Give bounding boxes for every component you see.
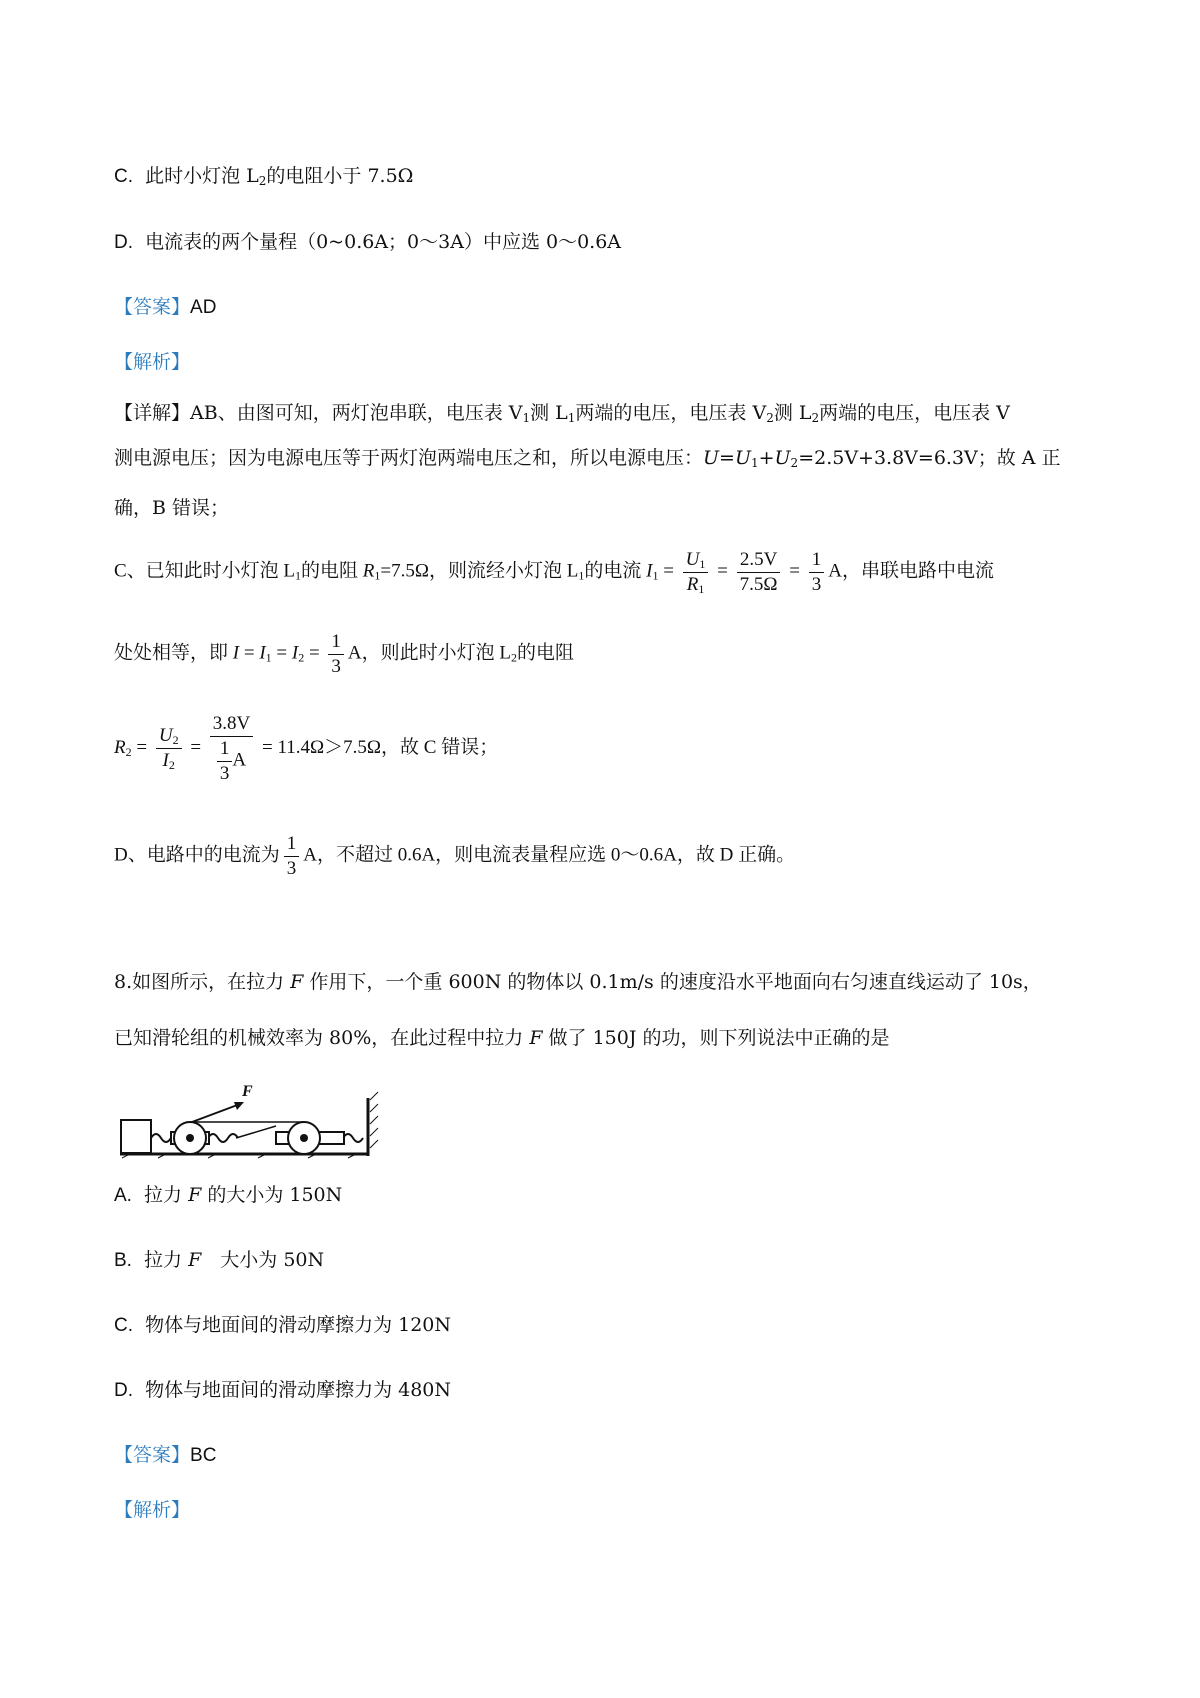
detail-d-line: D、电路中的电流为 $\frac{1}{3}$ A，不超过 0.6A，则电流表量程应选 0～0.6A，故 D 正确。: [114, 833, 796, 879]
fraction-u1-r1: $\frac{U_1}{R_1}$: [683, 548, 709, 597]
detail-line-1: 【详解】AB、由图可知，两灯泡串联，电压表 $V_1$测 $L_1$两端的电压，电压表 $V_2$测 $L_2$两端的电压，电压表 V: [114, 402, 1010, 425]
pulley-system-figure: [118, 1082, 382, 1172]
hook-left: [151, 1134, 171, 1142]
question-8-line-2: 已知滑轮组的机械效率为 80%，在此过程中拉力 F 做了 150J 的功，则下列说法中正确的是: [114, 1027, 890, 1049]
option-d: D. 电流表的两个量程（0~0.6A；0～3A）中应选 0～0.6A: [114, 231, 622, 253]
detail-c-line-3: $R_2$ = $\frac{U_2}{I_2}$ = 3.8V $\frac{1}{3}$ A = 11.4Ω＞7.5Ω，故 C 错误；: [114, 713, 499, 784]
fraction-2-5v-7-5ohm: $\frac{2.5V}{7.5\Omega}$: [737, 548, 781, 597]
option-c: C. 此时小灯泡 $L_2$的电阻小于 7.5Ω: [114, 165, 414, 188]
detail-label: 【详解】: [114, 402, 191, 424]
detail-line-2: 测电源电压；因为电源电压等于两灯泡两端电压之和，所以电源电压：$U=U_1+U_2=2.5V+3.8V=6.3V$；故 A 正: [114, 447, 1061, 470]
detail-c-line-1: C、已知此时小灯泡 $L_1$的电阻 $R_1=7.5\Omega$，则流经小灯泡 $L_1$的电流 $I_1$ = $\frac{U_1}{R_1}$ = $\frac{2.5V}{7.5\Omega}$ = $\frac{1}{3}$ A，串联电路中电流: [114, 549, 994, 596]
answer-label: 【答案】: [114, 1444, 191, 1466]
option-b: B. 拉力 F 大小为 50N: [114, 1249, 325, 1271]
hook-middle: [208, 1134, 238, 1142]
force-label: F: [242, 1083, 253, 1100]
fraction-3-8v-over-third-a: 3.8V $\frac{1}{3}$ A: [210, 712, 253, 785]
object-block: [121, 1120, 151, 1153]
fraction-one-third: $\frac{1}{3}$: [809, 548, 825, 597]
answer-line-q8: [114, 1443, 216, 1469]
fraction-one-third: $\frac{1}{3}$: [284, 832, 300, 881]
analysis-label: 【解析】: [114, 351, 191, 373]
answer-value: AD: [190, 297, 217, 318]
question-8-line-1: 8.如图所示，在拉力 F 作用下，一个重 600N 的物体以 0.1m/s 的速度沿水平地面向右匀速直线运动了 10s，: [114, 971, 1042, 993]
hook-right: [343, 1134, 363, 1142]
force-arrowhead: [234, 1102, 244, 1110]
detail-c-line-2: 处处相等，即 $I = I_1 = I_2$ = $\frac{1}{3}$ A，则此时小灯泡 $L_2$的电阻: [114, 631, 575, 677]
fraction-u2-i2: $\frac{U_2}{I_2}$: [156, 724, 182, 773]
option-a: A. 拉力 F 的大小为 150N: [114, 1184, 343, 1206]
pull-rope: [192, 1104, 240, 1122]
analysis-label-q8: 【解析】: [114, 1499, 191, 1521]
answer-line: [114, 295, 216, 321]
fraction-one-third: $\frac{1}{3}$: [328, 630, 344, 679]
option-d-q8: D. 物体与地面间的滑动摩擦力为 480N: [114, 1379, 452, 1401]
option-c-q8: C. 物体与地面间的滑动摩擦力为 120N: [114, 1314, 452, 1336]
answer-label: 【答案】: [114, 296, 191, 318]
detail-line-3: 确，B 错误；: [114, 497, 230, 519]
answer-value: BC: [190, 1445, 217, 1466]
